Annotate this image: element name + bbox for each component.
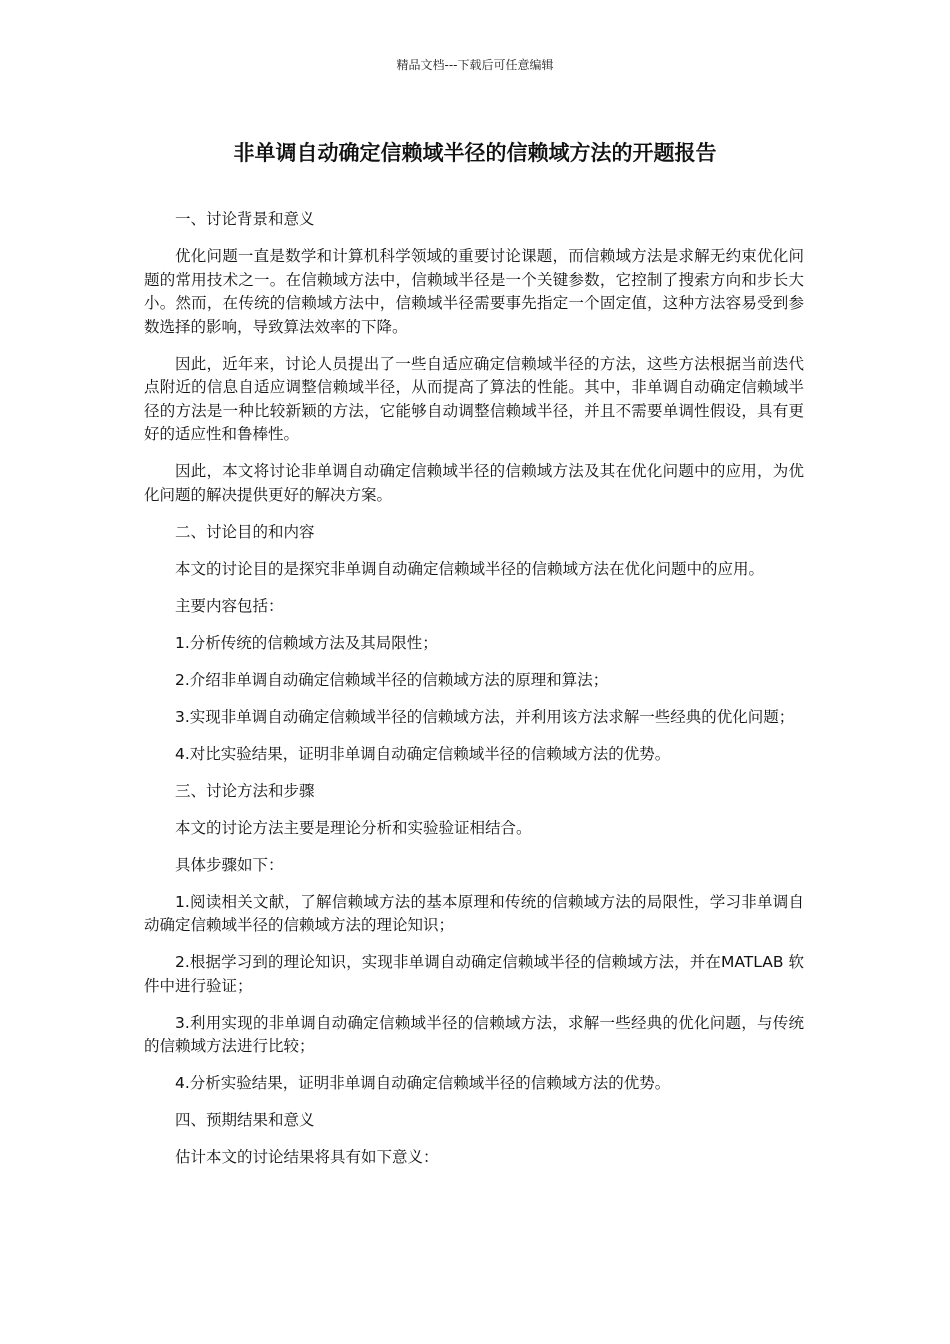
body-paragraph: 因此，近年来，讨论人员提出了一些自适应确定信赖域半径的方法，这些方法根据当前迭代点附近的信息自适应调整信赖域半径，从而提高了算法的性能。其中，非单调自动确定信赖域半径的方法是一种比较新颖的方法，它能够自动调整信赖域半径，并且不需要单调性假设，具有更好的适应性和鲁棒性。: [144, 354, 804, 443]
list-item: 3.实现非单调自动确定信赖域半径的信赖域方法，并利用该方法求解一些经典的优化问题；: [175, 707, 795, 726]
section-heading-background: 一、讨论背景和意义: [175, 210, 315, 228]
page-header: 精品文档---下载后可任意编辑: [396, 58, 554, 72]
list-item: 3.利用实现的非单调自动确定信赖域半径的信赖域方法，求解一些经典的优化问题，与传统的信赖域方法进行比较；: [144, 1013, 804, 1055]
body-paragraph: 估计本文的讨论结果将具有如下意义：: [175, 1148, 439, 1166]
list-item: 2.介绍非单调自动确定信赖域半径的信赖域方法的原理和算法；: [175, 670, 609, 689]
section-heading-methods: 三、讨论方法和步骤: [175, 781, 315, 800]
section-heading-expected-results: 四、预期结果和意义: [175, 1111, 315, 1129]
list-item: 2.根据学习到的理论知识，实现非单调自动确定信赖域半径的信赖域方法，并在MATLAB 软件中进行验证；: [144, 953, 804, 995]
section-heading-purpose: 二、讨论目的和内容: [175, 522, 315, 541]
list-item: 1.阅读相关文献，了解信赖域方法的基本原理和传统的信赖域方法的局限性，学习非单调自动确定信赖域半径的信赖域方法的理论知识；: [144, 892, 804, 934]
body-paragraph: 本文的讨论方法主要是理论分析和实验验证相结合。: [175, 818, 532, 837]
body-paragraph: 具体步骤如下：: [175, 855, 284, 874]
body-paragraph: 因此，本文将讨论非单调自动确定信赖域半径的信赖域方法及其在优化问题中的应用，为优化问题的解决提供更好的解决方案。: [144, 462, 804, 504]
list-item: 4.对比实验结果，证明非单调自动确定信赖域半径的信赖域方法的优势。: [175, 744, 671, 763]
body-paragraph: 优化问题一直是数学和计算机科学领域的重要讨论课题，而信赖域方法是求解无约束优化问题的常用技术之一。在信赖域方法中，信赖域半径是一个关键参数，它控制了搜索方向和步长大小。然而，在传统的信赖域方法中，信赖域半径需要事先指定一个固定值，这种方法容易受到参数选择的影响，导致算法效率的下降。: [144, 247, 804, 336]
document-title: 非单调自动确定信赖域半径的信赖域方法的开题报告: [233, 141, 717, 165]
document-body: [144, 208, 804, 1183]
body-paragraph: 本文的讨论目的是探究非单调自动确定信赖域半径的信赖域方法在优化问题中的应用。: [175, 559, 765, 578]
body-paragraph: 主要内容包括：: [175, 596, 284, 615]
list-item: 4.分析实验结果，证明非单调自动确定信赖域半径的信赖域方法的优势。: [175, 1074, 671, 1092]
list-item: 1.分析传统的信赖域方法及其局限性；: [175, 633, 438, 652]
